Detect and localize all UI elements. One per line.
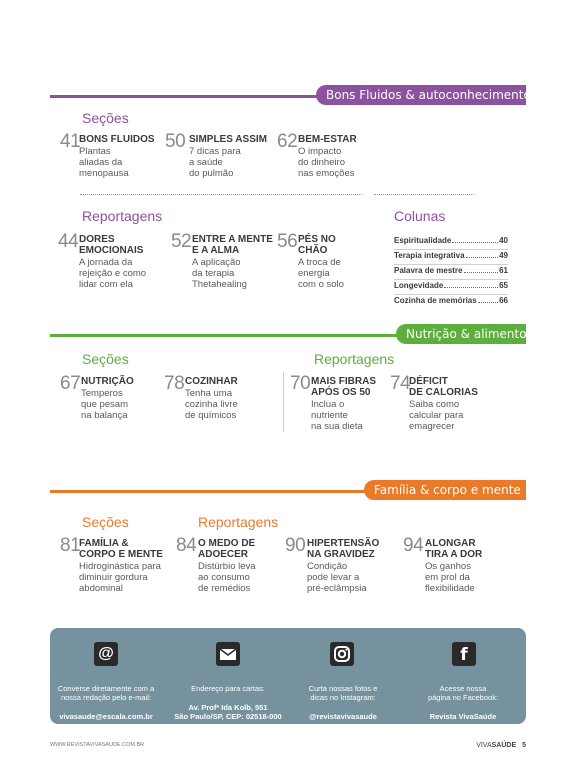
page-number: 56 — [277, 231, 298, 252]
page-number: 41 — [60, 131, 81, 152]
contact-address-label: Endereço para cartas: — [191, 683, 265, 693]
facebook-glyph: f — [460, 645, 468, 665]
toc-item-74[interactable] — [390, 374, 490, 436]
coluna-divider — [394, 279, 508, 280]
envelope-icon[interactable] — [216, 642, 240, 666]
item-desc: Distúrbio leva ao consumo de remédios — [198, 561, 256, 594]
toc-item-56[interactable] — [277, 232, 377, 292]
contact-facebook-text — [408, 674, 518, 722]
nutricao-reportagens-header: Reportagens — [314, 351, 395, 367]
item-desc: Temperos que pesam na balança — [81, 388, 129, 421]
coluna-label: Espiritualidade — [394, 236, 452, 245]
instagram-icon[interactable] — [330, 642, 354, 666]
familia-secoes-header: Seções — [82, 514, 129, 530]
item-desc: Plantas aliadas da menopausa — [79, 146, 129, 179]
page-number: 74 — [390, 373, 411, 394]
footer-page-number: 5 — [522, 742, 526, 749]
toc-item-81[interactable] — [60, 536, 170, 598]
toc-item-70[interactable] — [290, 374, 390, 436]
coluna-page: 61 — [499, 266, 508, 275]
page-number: 78 — [164, 373, 185, 394]
page-number: 62 — [277, 131, 298, 152]
item-desc: Inclua o nutriente na sua dieta — [311, 399, 363, 432]
coluna-espiritualidade[interactable] — [394, 236, 508, 245]
coluna-divider — [394, 264, 508, 265]
item-desc: A jornada da rejeição e como lidar com ela — [79, 257, 147, 290]
contact-email-label: Converse diretamente com a nossa redação pelo e-mail: — [57, 683, 155, 702]
footer-url[interactable]: WWW.REVISTAVIVASAUDE.COM.BR — [50, 742, 145, 748]
item-title: DÉFICIT DE CALORIAS — [409, 376, 478, 398]
item-desc: Condição pode levar a pré-eclâmpsia — [307, 561, 367, 594]
coluna-divider — [394, 249, 508, 250]
item-title: HIPERTENSÃO NA GRAVIDEZ — [307, 538, 380, 560]
page-number: 52 — [171, 231, 192, 252]
leader-dots — [444, 282, 498, 288]
coluna-palavra[interactable] — [394, 266, 508, 275]
contact-instagram-text — [288, 674, 398, 722]
item-title: FAMÍLIA & CORPO E MENTE — [79, 538, 163, 560]
section-tag-familia: Família & corpo e mente — [364, 480, 526, 500]
bons-secoes-header: Seções — [82, 110, 129, 126]
contact-address-text — [168, 674, 288, 722]
toc-item-44[interactable] — [58, 232, 168, 292]
coluna-label: Terapia integrativa — [394, 251, 465, 260]
bons-reportagens-header: Reportagens — [82, 208, 163, 224]
item-title: BONS FLUIDOS — [79, 134, 155, 145]
toc-item-94[interactable] — [403, 536, 503, 598]
contact-instagram-label: Curta nossas fotos e dicas no Instagram: — [308, 683, 378, 702]
item-title: COZINHAR — [185, 376, 238, 387]
item-desc: O impacto do dinheiro nas emoções — [298, 146, 355, 179]
footer-brand — [476, 742, 526, 749]
page-number: 94 — [403, 535, 424, 556]
toc-item-62[interactable] — [277, 132, 387, 182]
leader-dots — [466, 252, 499, 258]
page-number: 84 — [176, 535, 197, 556]
toc-item-78[interactable] — [164, 374, 264, 424]
coluna-divider — [394, 294, 508, 295]
page-number: 70 — [290, 373, 311, 394]
contact-instagram-value[interactable]: @revistavivasaude — [309, 712, 377, 721]
page-number: 81 — [60, 535, 81, 556]
item-desc: A aplicação da terapia Thetahealing — [192, 257, 247, 290]
coluna-page: 49 — [499, 251, 508, 260]
bons-colunas-header: Colunas — [394, 208, 446, 224]
at-sign-icon[interactable] — [94, 642, 118, 666]
brand-bold: SAÚDE — [491, 742, 517, 749]
item-desc: Saiba como calcular para emagrecer — [409, 399, 464, 432]
item-desc: Tenha uma cozinha livre de químicos — [185, 388, 238, 421]
contact-email-text — [50, 674, 162, 722]
coluna-page: 40 — [499, 236, 508, 245]
at-glyph: @ — [98, 645, 114, 662]
familia-reportagens-header: Reportagens — [198, 514, 279, 530]
toc-item-50[interactable] — [165, 132, 275, 182]
item-title: ALONGAR TIRA A DOR — [425, 538, 483, 560]
contact-panel — [50, 628, 526, 724]
item-title: BEM-ESTAR — [298, 134, 357, 145]
item-title: NUTRIÇÃO — [81, 376, 134, 387]
toc-item-67[interactable] — [60, 374, 160, 424]
coluna-terapia[interactable] — [394, 251, 508, 260]
item-desc: Os ganhos em prol da flexibilidade — [425, 561, 475, 594]
item-desc: Hidroginástica para diminuir gordura abdominal — [79, 561, 161, 594]
coluna-longevidade[interactable] — [394, 281, 508, 290]
contact-address-value: Av. Profª Ida Kolb, 551 São Paulo/SP, CEP: 02518-000 — [174, 702, 282, 721]
item-title: DORES EMOCIONAIS — [79, 234, 144, 256]
item-title: O MEDO DE ADOECER — [198, 538, 256, 560]
toc-item-84[interactable] — [176, 536, 276, 598]
section-tag-nutricao: Nutrição & alimento — [396, 324, 526, 344]
vertical-divider — [283, 372, 284, 432]
contact-facebook-label: Acesse nossa página no Facebook: — [427, 683, 499, 702]
item-title: PÉS NO CHÃO — [298, 234, 336, 256]
coluna-label: Palavra de mestre — [394, 266, 463, 275]
coluna-cozinha[interactable] — [394, 296, 508, 305]
contact-facebook-value[interactable]: Revista VivaSaúde — [429, 712, 497, 721]
section-tag-bons: Bons Fluidos & autoconhecimento — [316, 85, 526, 105]
leader-dots — [452, 237, 498, 243]
item-desc: 7 dicas para a saúde do pulmão — [189, 146, 241, 179]
item-title: ENTRE A MENTE E A ALMA — [192, 234, 273, 256]
page-number: 50 — [165, 131, 186, 152]
page-number: 90 — [285, 535, 306, 556]
item-desc: A troca de energia com o solo — [298, 257, 344, 290]
coluna-page: 65 — [499, 281, 508, 290]
dotted-separator — [80, 194, 362, 195]
dotted-separator-columns — [374, 194, 474, 195]
item-title: SIMPLES ASSIM — [189, 134, 267, 145]
coluna-label: Longevidade — [394, 281, 444, 290]
brand-light: VIVA — [476, 742, 492, 749]
leader-dots — [478, 297, 498, 303]
item-title: MAIS FIBRAS APÓS OS 50 — [311, 376, 376, 398]
nutricao-secoes-header: Seções — [82, 351, 129, 367]
coluna-page: 66 — [499, 296, 508, 305]
toc-item-41[interactable] — [60, 132, 170, 182]
toc-item-90[interactable] — [285, 536, 395, 598]
toc-item-52[interactable] — [171, 232, 281, 292]
leader-dots — [464, 267, 499, 273]
facebook-icon[interactable] — [452, 642, 476, 666]
contact-email-value[interactable]: vivasaude@escala.com.br — [59, 712, 153, 721]
page-number: 44 — [58, 231, 79, 252]
page-number: 67 — [60, 373, 81, 394]
coluna-label: Cozinha de memórias — [394, 296, 477, 305]
